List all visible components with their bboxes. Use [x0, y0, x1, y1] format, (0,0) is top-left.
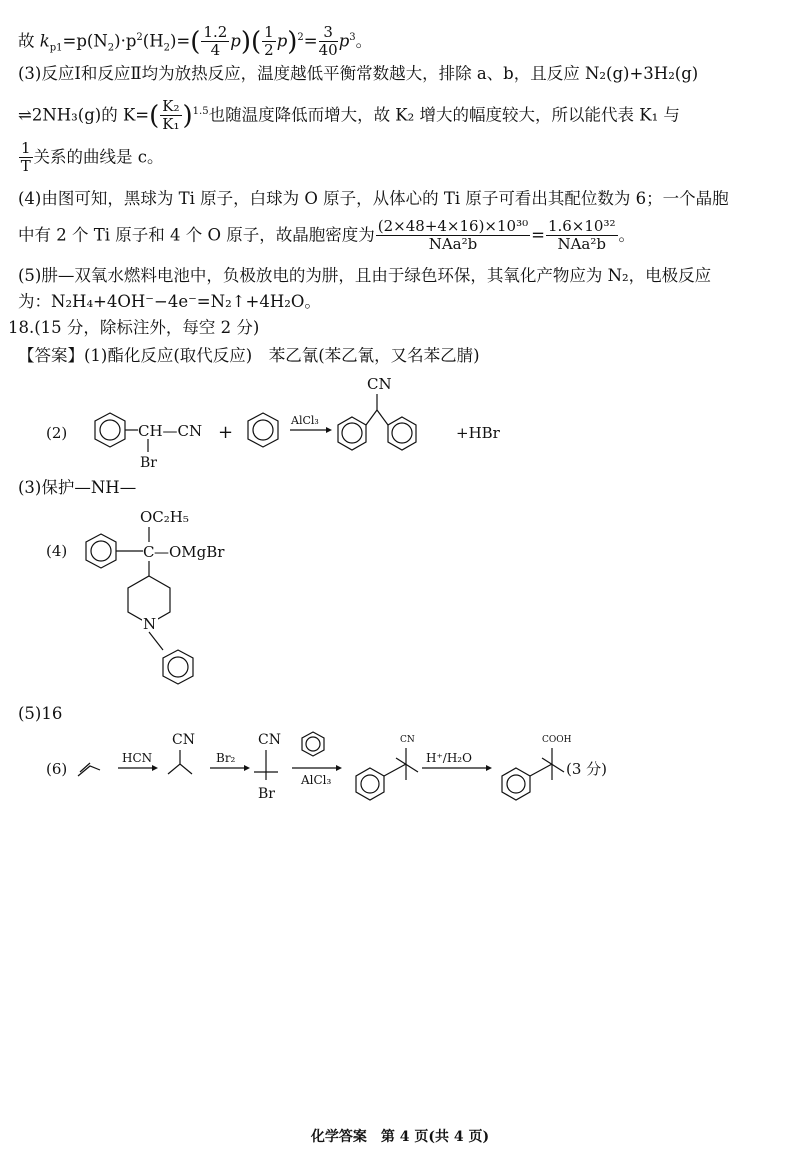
svg-text:CN: CN — [367, 375, 392, 393]
svg-text:(3 分): (3 分) — [566, 760, 608, 778]
svg-text:OC₂H₅: OC₂H₅ — [140, 508, 189, 526]
svg-text:(6): (6) — [46, 760, 68, 778]
answer-5: (5)16 — [18, 704, 63, 723]
svg-text:(4): (4) — [46, 542, 68, 560]
svg-text:CN: CN — [258, 732, 281, 748]
svg-text:(2): (2) — [46, 424, 68, 442]
line-density: 中有 2 个 Ti 原子和 4 个 O 原子，故晶胞密度为 $\frac{\text{(2×48+4×16)×10³⁰}}{\text{NAa²b}}$ = $\frac{\text{1.6×10³²}}{\text{NAa²b}}$ 。 — [18, 217, 635, 254]
svg-text:+: + — [218, 422, 234, 443]
svg-text:HCN: HCN — [122, 751, 153, 765]
line-reaction-3: (3)反应Ⅰ和反应Ⅱ均为放热反应，温度越低平衡常数越大，排除 a、b，且反应 N₂(g)+3H₂(g) — [18, 64, 699, 83]
answer-3: (3)保护—NH— — [18, 478, 137, 497]
svg-text:COOH: COOH — [542, 735, 572, 745]
svg-text:H⁺/H₂O: H⁺/H₂O — [426, 751, 472, 765]
line-crystal-4: (4)由图可知，黑球为 Ti 原子，白球为 O 原子，从体心的 Ti 原子可看出其配位数为 6；一个晶胞 — [18, 189, 729, 208]
line-kp1: 故 $k_{p1}=p(N_2)\cdot p^2(H_2)=$( $\frac{1.2}{4}$ p)( $\frac{1}{2}$ p)$^2$= $\frac{3}{40}$ $p^3$。 — [18, 23, 373, 60]
svg-text:N: N — [143, 615, 157, 633]
line-curve-c: $\frac{1}{T}$ 关系的曲线是 c。 — [20, 139, 164, 176]
svg-text:Br: Br — [140, 455, 157, 471]
page-footer: 化学答案 第 4 页(共 4 页) — [310, 1129, 490, 1145]
question-18: 18.(15 分，除标注外，每空 2 分) — [8, 318, 260, 337]
structure-4-diagram — [0, 500, 800, 700]
svg-text:—OMgBr: —OMgBr — [154, 543, 225, 561]
svg-text:AlCl₃: AlCl₃ — [291, 414, 319, 427]
svg-text:CN: CN — [400, 735, 415, 745]
svg-text:AlCl₃: AlCl₃ — [301, 773, 332, 787]
svg-text:C: C — [143, 543, 155, 561]
svg-text:CH—CN: CH—CN — [138, 422, 203, 440]
reaction-2-diagram — [0, 370, 800, 480]
svg-text:Br: Br — [258, 786, 275, 802]
synthesis-6-diagram — [0, 728, 800, 808]
svg-text:CN: CN — [172, 732, 195, 748]
svg-text:+HBr: +HBr — [456, 424, 500, 442]
line-fuel-cell: (5)肼—双氧水燃料电池中，负极放电的为肼，且由于绿色环保，其氧化产物应为 N₂，电极反应 — [18, 266, 712, 285]
svg-text:Br₂: Br₂ — [216, 751, 236, 765]
answer-1: 【答案】(1)酯化反应(取代反应) 苯乙氰(苯乙氰，又名苯乙腈) — [18, 346, 480, 365]
line-k-expression: ⇌2NH₃(g)的 K=( $\frac{\text{K₂}}{\text{K₁}}$ )$^{1.5}$也随温度降低而增大，故 K₂ 增大的幅度较大，所以能代表 K₁ 与 — [18, 97, 680, 134]
line-electrode: 为：N₂H₄+4OH⁻−4e⁻=N₂↑+4H₂O。 — [18, 292, 321, 311]
